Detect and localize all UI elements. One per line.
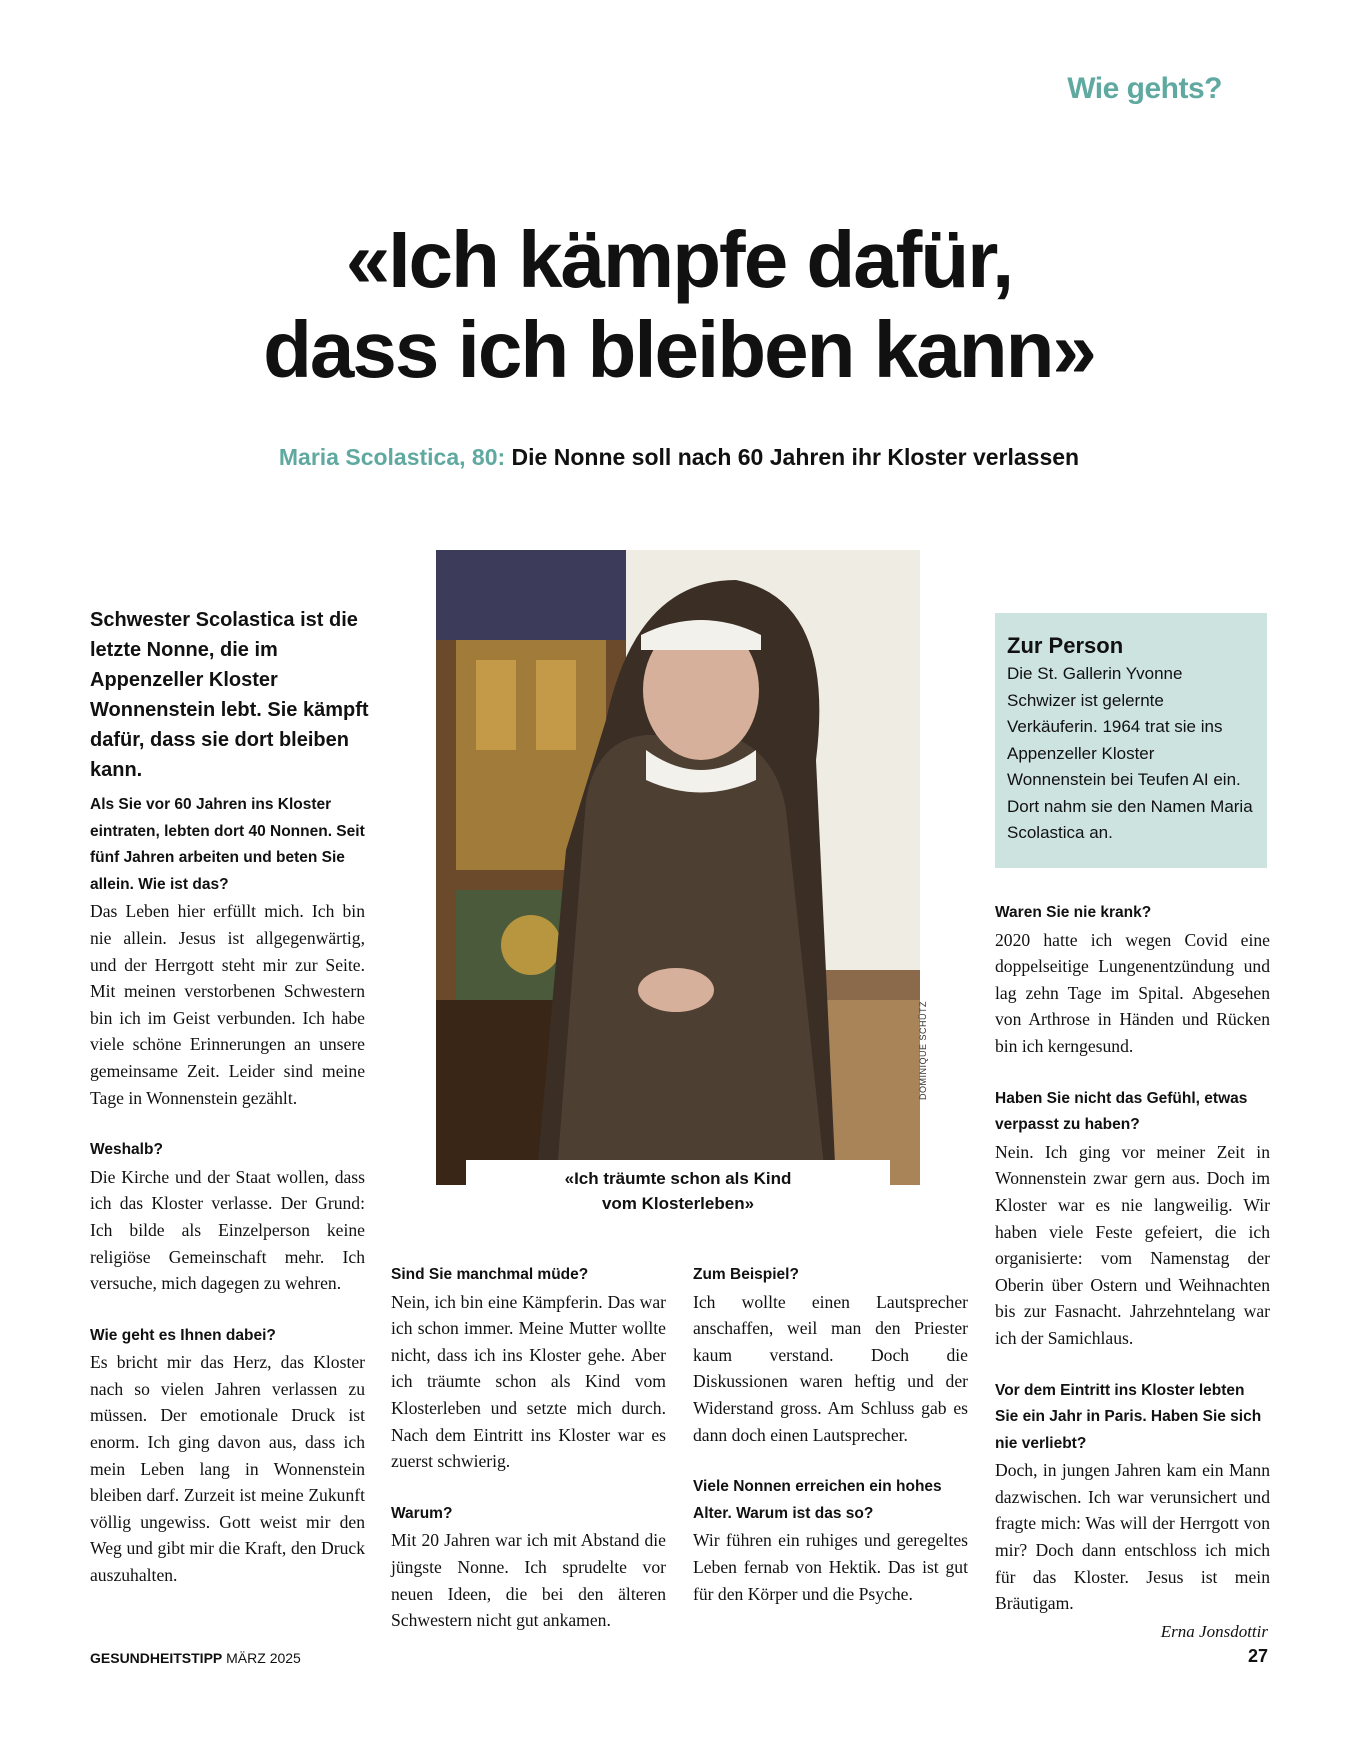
qa-block <box>995 900 1270 1060</box>
answer: Es bricht mir das Herz, das Kloster nach so vielen Jahren verlassen zu müssen. Der emotionale Druck ist enorm. Ich ging davon aus, dass ich mein Leben lang in Wonnenstein bleiben darf. Zurzeit ist meine Zukunft völlig ungewiss. Gott weist mir den Weg und gibt mir die Kraft, den Druck auszuhalten. <box>90 1352 365 1586</box>
answer: Nein. Ich ging vor meiner Zeit in Wonnenstein zwar gern aus. Doch im Kloster war es nie langweilig. Wir haben viele Feste gefeiert, die ich organisierte: vom Namenstag der Oberin über Ostern und Weihnachten bis zur Fasnacht. Jahrzehntelang war ich der Samichlaus. <box>995 1141 1270 1348</box>
page-number: 27 <box>1247 1646 1268 1666</box>
caption-line-2: vom Klosterleben» <box>601 1194 755 1213</box>
nun-portrait-photo <box>436 550 920 1185</box>
question: Warum? <box>391 1504 453 1522</box>
lead-paragraph: Schwester Scolastica ist die letzte Nonne, die im Appenzeller Kloster Wonnenstein lebt. Sie kämpft dafür, dass sie dort bleiben kann. <box>90 609 369 781</box>
caption-line-1: «Ich träumte schon als Kind <box>564 1169 792 1188</box>
answer: Wir führen ein ruhiges und geregeltes Leben fernab von Hektik. Das ist gut für den Körper und die Psyche. <box>693 1530 968 1604</box>
question: Viele Nonnen erreichen ein hohes Alter. Warum ist das so? <box>693 1478 942 1522</box>
question: Wie geht es Ihnen dabei? <box>90 1326 276 1344</box>
subhead-name: Maria Scolastica, 80: <box>278 444 506 470</box>
headline-line-2: dass ich bleiben kann» <box>263 305 1095 394</box>
answer: Mit 20 Jahren war ich mit Abstand die jüngste Nonne. Ich sprudelte vor neuen Ideen, die bei den älteren Schwestern nicht gut ankamen. <box>391 1530 666 1631</box>
portrait-illustration <box>436 550 920 1185</box>
qa-block <box>391 1501 666 1634</box>
qa-block <box>90 792 365 1111</box>
answer: Das Leben hier erfüllt mich. Ich bin nie allein. Jesus ist allgegenwärtig, und der Herrgott steht mir zur Seite. Mit meinen verstorbenen Schwestern bin ich im Geist verbunden. Ich habe viele schöne Erinnerungen an unsere gemeinsame Zeit. Leider sind meine Tage in Wonnenstein gezählt. <box>90 901 365 1108</box>
qa-block <box>995 1086 1270 1352</box>
person-info-box <box>995 613 1267 868</box>
column-3 <box>693 1262 968 1633</box>
question: Zum Beispiel? <box>693 1266 799 1283</box>
qa-block <box>693 1474 968 1607</box>
info-box-text: Die St. Gallerin Yvonne Schwizer ist gelernte Verkäuferin. 1964 trat sie ins Appenzeller Kloster Wonnenstein bei Teufen AI ein. Dort nahm sie den Namen Maria Scolastica an. <box>1007 664 1253 842</box>
subheadline <box>0 444 1358 471</box>
column-1 <box>90 792 365 1615</box>
photo-credit: DOMINIQUE SCHÜTZ <box>918 1001 928 1100</box>
issue-date: MÄRZ 2025 <box>226 1650 301 1666</box>
qa-block <box>90 1323 365 1589</box>
author-signature: Erna Jonsdottir <box>1160 1622 1268 1641</box>
column-4 <box>995 900 1270 1643</box>
qa-block <box>90 1137 365 1297</box>
question: Sind Sie manchmal müde? <box>391 1266 589 1283</box>
question: Vor dem Eintritt ins Kloster lebten Sie ein Jahr in Paris. Haben Sie sich nie verliebt? <box>995 1381 1262 1452</box>
question: Haben Sie nicht das Gefühl, etwas verpasst zu haben? <box>995 1089 1248 1134</box>
qa-block <box>995 1378 1270 1617</box>
headline-line-1: «Ich kämpfe dafür, <box>345 215 1013 304</box>
qa-block <box>391 1262 666 1475</box>
photo-caption <box>466 1160 890 1220</box>
magazine-name: GESUNDHEITSTIPP <box>90 1650 223 1666</box>
answer: Die Kirche und der Staat wollen, dass ich das Kloster verlasse. Der Grund: Ich bilde als Einzelperson keine religiöse Gemeinschaft mehr. Ich versuche, mich dagegen zu wehren. <box>90 1166 365 1294</box>
answer: Ich wollte einen Lautsprecher anschaffen, weil man den Priester kaum verstand. Doch die Diskussionen waren heftig und der Widerstand gross. Am Schluss gab es dann doch einen Lautsprecher. <box>693 1291 968 1445</box>
info-box-title: Zur Person <box>1007 633 1124 658</box>
page-footer <box>90 1650 301 1666</box>
subhead-text: Die Nonne soll nach 60 Jahren ihr Kloster verlassen <box>505 444 1080 470</box>
section-rubric: Wie gehts? <box>1067 72 1222 105</box>
headline <box>0 215 1358 395</box>
answer: Nein, ich bin eine Kämpferin. Das war ich schon immer. Meine Mutter wollte nicht, dass ich ins Kloster gehe. Aber ich träumte schon als Kind vom Klosterleben und setzte mich durch. Nach dem Eintritt ins Kloster war es zuerst schwierig. <box>391 1291 666 1472</box>
question: Waren Sie nie krank? <box>995 904 1152 921</box>
question: Weshalb? <box>90 1141 163 1159</box>
qa-block <box>693 1262 968 1448</box>
answer: Doch, in jungen Jahren kam ein Mann dazwischen. Ich war verunsichert und fragte mich: Was will der Herrgott von mir? Doch dann entschloss ich mich für das Kloster. Jesus ist mein Bräutigam. <box>995 1460 1270 1614</box>
column-2 <box>391 1262 666 1660</box>
question: Als Sie vor 60 Jahren ins Kloster eintraten, lebten dort 40 Nonnen. Seit fünf Jahren arbeiten und beten Sie allein. Wie ist das? <box>90 796 365 893</box>
answer: 2020 hatte ich wegen Covid eine doppelseitige Lungenentzündung und lag zehn Tage im Spital. Abgesehen von Arthrose in Händen und Rücken bin ich kerngesund. <box>995 929 1270 1056</box>
